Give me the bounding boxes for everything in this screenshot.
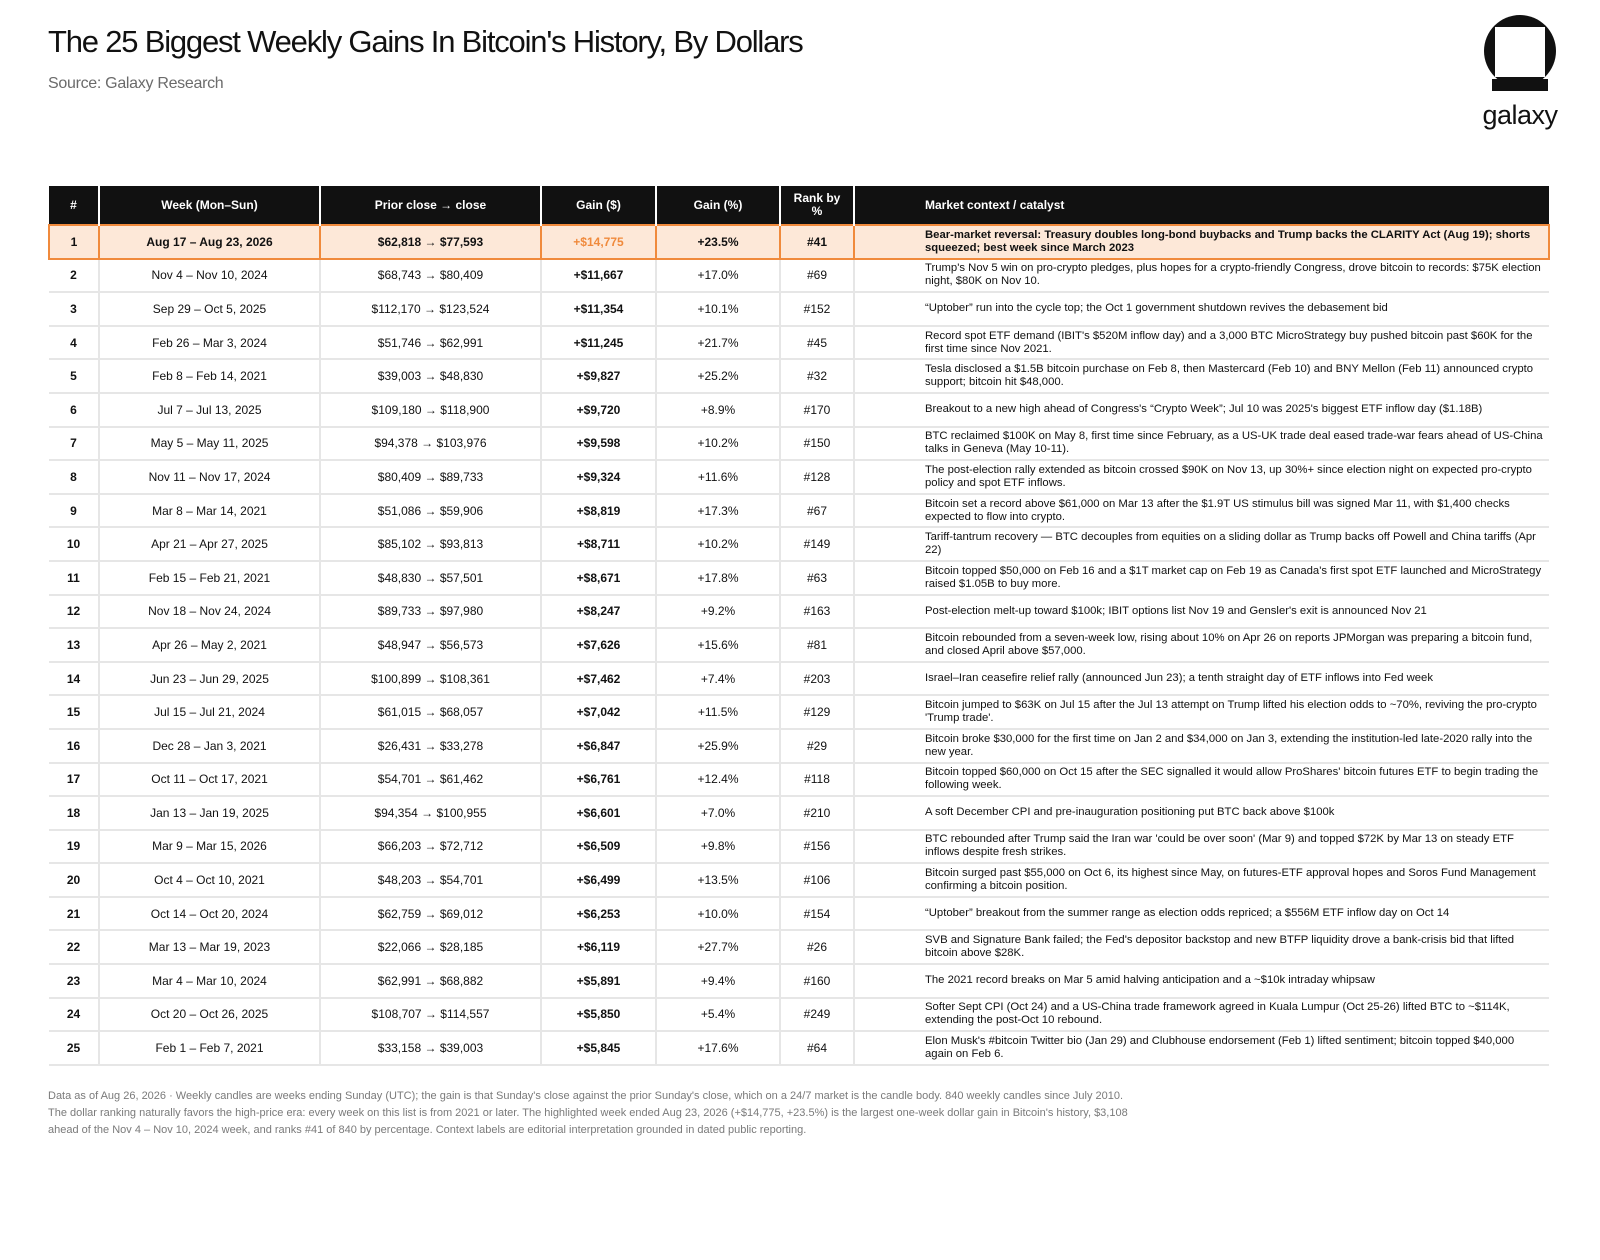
cell-rank: 14: [49, 662, 99, 696]
cell-closes: $85,102 → $93,813: [320, 527, 541, 561]
cell-gain: +$6,119: [541, 930, 656, 964]
cell-gain: +$9,720: [541, 393, 656, 427]
logo-wordmark: galaxy: [1482, 100, 1558, 130]
cell-gain: +$9,827: [541, 359, 656, 393]
cell-context: BTC reclaimed $100K on May 8, first time since February, as a US-UK trade deal eased trade-war fears ahead of US-China talks in Geneva (May 10-11).: [854, 427, 1549, 461]
table-row: [49, 763, 1549, 797]
cell-week: Aug 17 – Aug 23, 2026: [99, 225, 320, 259]
cell-rank: 17: [49, 763, 99, 797]
cell-pct: +25.9%: [656, 729, 780, 763]
cell-context: Bear-market reversal: Treasury doubles long-bond buybacks and Trump backs the CLARITY Act (Aug 19); shorts squeezed; best week since March 2023: [854, 225, 1549, 259]
cell-context: Bitcoin surged past $55,000 on Oct 6, its highest since May, on futures-ETF approval hopes and Soros Fund Management confirming a bitcoin position.: [854, 863, 1549, 897]
cell-context: BTC rebounded after Trump said the Iran war 'could be over soon' (Mar 9) and topped $72K by Mar 13 on steady ETF inflows despite fresh strikes.: [854, 830, 1549, 864]
cell-pct: +11.6%: [656, 460, 780, 494]
cell-week: Oct 20 – Oct 26, 2025: [99, 998, 320, 1032]
cell-week: Mar 9 – Mar 15, 2026: [99, 830, 320, 864]
table-row: [49, 460, 1549, 494]
cell-week: Nov 18 – Nov 24, 2024: [99, 595, 320, 629]
cell-rank-pct: #118: [780, 763, 854, 797]
cell-rank: 19: [49, 830, 99, 864]
cell-pct: +15.6%: [656, 628, 780, 662]
table-row: [49, 830, 1549, 864]
cell-week: Mar 4 – Mar 10, 2024: [99, 964, 320, 998]
cell-context: Elon Musk's #bitcoin Twitter bio (Jan 29) and Clubhouse endorsement (Feb 1) lifted sentiment; bitcoin topped $40,000 again on Feb 6.: [854, 1031, 1549, 1065]
cell-closes: $54,701 → $61,462: [320, 763, 541, 797]
cell-week: Feb 26 – Mar 3, 2024: [99, 326, 320, 360]
col-header-rank-by-percent: Rank by %: [780, 186, 854, 225]
cell-rank: 10: [49, 527, 99, 561]
cell-rank-pct: #128: [780, 460, 854, 494]
cell-gain: +$6,509: [541, 830, 656, 864]
cell-gain: +$7,626: [541, 628, 656, 662]
source-line: Source: Galaxy Research: [48, 75, 224, 92]
cell-rank-pct: #45: [780, 326, 854, 360]
table-row: [49, 494, 1549, 528]
cell-closes: $112,170 → $123,524: [320, 292, 541, 326]
table-row: [49, 930, 1549, 964]
cell-rank: 5: [49, 359, 99, 393]
cell-closes: $100,899 → $108,361: [320, 662, 541, 696]
cell-pct: +13.5%: [656, 863, 780, 897]
cell-pct: +23.5%: [656, 225, 780, 259]
cell-gain: +$5,891: [541, 964, 656, 998]
cell-gain: +$7,462: [541, 662, 656, 696]
cell-rank-pct: #163: [780, 595, 854, 629]
cell-gain: +$5,845: [541, 1031, 656, 1065]
cell-closes: $48,203 → $54,701: [320, 863, 541, 897]
cell-rank: 7: [49, 427, 99, 461]
cell-week: Feb 1 – Feb 7, 2021: [99, 1031, 320, 1065]
table-row: [49, 796, 1549, 830]
cell-pct: +21.7%: [656, 326, 780, 360]
cell-pct: +10.2%: [656, 527, 780, 561]
cell-week: Jul 15 – Jul 21, 2024: [99, 695, 320, 729]
cell-rank-pct: #69: [780, 259, 854, 293]
cell-context: Bitcoin jumped to $63K on Jul 15 after the Jul 13 attempt on Trump lifted his election odds to ~70%, reviving the pro-crypto 'Trump trade'.: [854, 695, 1549, 729]
cell-rank: 11: [49, 561, 99, 595]
cell-rank: 25: [49, 1031, 99, 1065]
cell-week: Feb 8 – Feb 14, 2021: [99, 359, 320, 393]
cell-closes: $62,759 → $69,012: [320, 897, 541, 931]
table-row: [49, 863, 1549, 897]
galaxy-logo-icon: [1480, 13, 1560, 93]
cell-gain: +$11,354: [541, 292, 656, 326]
table-row: [49, 897, 1549, 931]
table-row: [49, 595, 1549, 629]
cell-closes: $51,746 → $62,991: [320, 326, 541, 360]
col-header-rank: #: [49, 186, 99, 225]
col-header-gain-percent: Gain (%): [656, 186, 780, 225]
cell-rank: 6: [49, 393, 99, 427]
cell-pct: +9.8%: [656, 830, 780, 864]
table-row: [49, 561, 1549, 595]
cell-rank: 8: [49, 460, 99, 494]
cell-pct: +11.5%: [656, 695, 780, 729]
table-row: [49, 998, 1549, 1032]
cell-week: Mar 13 – Mar 19, 2023: [99, 930, 320, 964]
cell-rank: 20: [49, 863, 99, 897]
cell-week: Mar 8 – Mar 14, 2021: [99, 494, 320, 528]
cell-gain: +$14,775: [541, 225, 656, 259]
cell-gain: +$11,667: [541, 259, 656, 293]
cell-pct: +10.2%: [656, 427, 780, 461]
cell-closes: $108,707 → $114,557: [320, 998, 541, 1032]
cell-closes: $62,991 → $68,882: [320, 964, 541, 998]
cell-context: The 2021 record breaks on Mar 5 amid halving anticipation and a ~$10k intraday whipsaw: [854, 964, 1549, 998]
cell-rank: 16: [49, 729, 99, 763]
cell-rank: 24: [49, 998, 99, 1032]
cell-rank-pct: #156: [780, 830, 854, 864]
cell-context: Bitcoin topped $50,000 on Feb 16 and a $1T market cap on Feb 19 as Canada's first spot ETF launched and MicroStrategy raised $1.05B to buy more.: [854, 561, 1549, 595]
cell-pct: +27.7%: [656, 930, 780, 964]
cell-rank-pct: #249: [780, 998, 854, 1032]
cell-week: Jun 23 – Jun 29, 2025: [99, 662, 320, 696]
cell-rank-pct: #81: [780, 628, 854, 662]
cell-week: Jul 7 – Jul 13, 2025: [99, 393, 320, 427]
cell-rank: 18: [49, 796, 99, 830]
cell-context: SVB and Signature Bank failed; the Fed's depositor backstop and new BTFP liquidity drove a bank-crisis bid that lifted bitcoin above $28K.: [854, 930, 1549, 964]
cell-rank: 9: [49, 494, 99, 528]
cell-week: Oct 4 – Oct 10, 2021: [99, 863, 320, 897]
cell-context: Trump's Nov 5 win on pro-crypto pledges, plus hopes for a crypto-friendly Congress, drove bitcoin to records: $75K election night, $80K on Nov 10.: [854, 259, 1549, 293]
table-row: [49, 964, 1549, 998]
cell-week: Sep 29 – Oct 5, 2025: [99, 292, 320, 326]
cell-closes: $62,818 → $77,593: [320, 225, 541, 259]
cell-context: Bitcoin broke $30,000 for the first time on Jan 2 and $34,000 on Jan 3, extending the institution-led late-2020 rally into the new year.: [854, 729, 1549, 763]
cell-context: Bitcoin set a record above $61,000 on Mar 13 after the $1.9T US stimulus bill was signed Mar 11, with $1,400 checks expected to flow into crypto.: [854, 494, 1549, 528]
cell-rank: 3: [49, 292, 99, 326]
cell-week: Apr 21 – Apr 27, 2025: [99, 527, 320, 561]
cell-rank: 23: [49, 964, 99, 998]
cell-rank-pct: #32: [780, 359, 854, 393]
cell-context: Bitcoin topped $60,000 on Oct 15 after the SEC signalled it would allow ProShares' bitcoin futures ETF to begin trading the following week.: [854, 763, 1549, 797]
table-row: [49, 326, 1549, 360]
cell-closes: $68,743 → $80,409: [320, 259, 541, 293]
gains-table: [48, 186, 1550, 1066]
cell-week: Nov 4 – Nov 10, 2024: [99, 259, 320, 293]
cell-closes: $61,015 → $68,057: [320, 695, 541, 729]
cell-rank-pct: #152: [780, 292, 854, 326]
cell-context: Tariff-tantrum recovery — BTC decouples from equities on a sliding dollar as Trump backs off Powell and China tariffs (Apr 22): [854, 527, 1549, 561]
cell-rank-pct: #41: [780, 225, 854, 259]
cell-pct: +17.3%: [656, 494, 780, 528]
table-header-row: [49, 186, 1549, 225]
cell-gain: +$6,499: [541, 863, 656, 897]
cell-closes: $48,830 → $57,501: [320, 561, 541, 595]
cell-gain: +$6,253: [541, 897, 656, 931]
cell-closes: $39,003 → $48,830: [320, 359, 541, 393]
cell-week: Apr 26 – May 2, 2021: [99, 628, 320, 662]
cell-rank-pct: #63: [780, 561, 854, 595]
cell-gain: +$6,761: [541, 763, 656, 797]
cell-rank: 4: [49, 326, 99, 360]
cell-rank-pct: #149: [780, 527, 854, 561]
cell-context: Bitcoin rebounded from a seven-week low, rising about 10% on Apr 26 on reports JPMorgan was preparing a bitcoin fund, and closed April above $57,000.: [854, 628, 1549, 662]
cell-rank: 22: [49, 930, 99, 964]
cell-rank-pct: #106: [780, 863, 854, 897]
cell-week: Oct 11 – Oct 17, 2021: [99, 763, 320, 797]
cell-rank-pct: #29: [780, 729, 854, 763]
cell-rank-pct: #210: [780, 796, 854, 830]
cell-closes: $48,947 → $56,573: [320, 628, 541, 662]
cell-closes: $33,158 → $39,003: [320, 1031, 541, 1065]
table-row: [49, 427, 1549, 461]
cell-rank: 1: [49, 225, 99, 259]
cell-week: Feb 15 – Feb 21, 2021: [99, 561, 320, 595]
cell-closes: $94,354 → $100,955: [320, 796, 541, 830]
cell-context: “Uptober” breakout from the summer range as election odds repriced; a $556M ETF inflow day on Oct 14: [854, 897, 1549, 931]
table-row: [49, 729, 1549, 763]
cell-week: May 5 – May 11, 2025: [99, 427, 320, 461]
cell-week: Oct 14 – Oct 20, 2024: [99, 897, 320, 931]
cell-rank: 13: [49, 628, 99, 662]
cell-gain: +$8,819: [541, 494, 656, 528]
cell-rank-pct: #170: [780, 393, 854, 427]
cell-context: Post-election melt-up toward $100k; IBIT options list Nov 19 and Gensler's exit is announced Nov 21: [854, 595, 1549, 629]
table-row: [49, 292, 1549, 326]
table-row: [49, 225, 1549, 259]
cell-context: A soft December CPI and pre-inauguration positioning put BTC back above $100k: [854, 796, 1549, 830]
table-row: [49, 1031, 1549, 1065]
cell-pct: +10.1%: [656, 292, 780, 326]
cell-closes: $89,733 → $97,980: [320, 595, 541, 629]
table-row: [49, 662, 1549, 696]
cell-gain: +$6,601: [541, 796, 656, 830]
cell-closes: $51,086 → $59,906: [320, 494, 541, 528]
cell-pct: +8.9%: [656, 393, 780, 427]
cell-rank: 21: [49, 897, 99, 931]
cell-rank-pct: #160: [780, 964, 854, 998]
col-header-gain-dollars: Gain ($): [541, 186, 656, 225]
cell-closes: $66,203 → $72,712: [320, 830, 541, 864]
cell-context: The post-election rally extended as bitcoin crossed $90K on Nov 13, up 30%+ since election night on expected pro-crypto policy and spot ETF inflows.: [854, 460, 1549, 494]
cell-week: Jan 13 – Jan 19, 2025: [99, 796, 320, 830]
cell-pct: +9.2%: [656, 595, 780, 629]
cell-rank-pct: #154: [780, 897, 854, 931]
cell-context: “Uptober” run into the cycle top; the Oct 1 government shutdown revives the debasement bid: [854, 292, 1549, 326]
cell-gain: +$11,245: [541, 326, 656, 360]
cell-gain: +$7,042: [541, 695, 656, 729]
cell-rank: 2: [49, 259, 99, 293]
table-row: [49, 695, 1549, 729]
cell-rank-pct: #129: [780, 695, 854, 729]
cell-rank-pct: #150: [780, 427, 854, 461]
col-header-closes: Prior close → close: [320, 186, 541, 225]
cell-closes: $26,431 → $33,278: [320, 729, 541, 763]
cell-pct: +17.0%: [656, 259, 780, 293]
cell-closes: $22,066 → $28,185: [320, 930, 541, 964]
footnote: Data as of Aug 26, 2026 · Weekly candles are weeks ending Sunday (UTC); the gain is that Sunday's close against the prior Sunday's close, which on a 24/7 market is the candle body. 840 weekly candles since July 2010. The dollar ranking naturally favors the high-price era: every week on this list is from 2021 or later. The highlighted week ended Aug 23, 2026 (+$14,775, +23.5%) is the largest one-week dollar gain in Bitcoin's history, $3,108 ahead of the Nov 4 – Nov 10, 2024 week, and ranks #41 of 840 by percentage. Context labels are editorial interpretation grounded in dated public reporting.: [48, 1090, 1128, 1136]
table-row: [49, 628, 1549, 662]
cell-context: Tesla disclosed a $1.5B bitcoin purchase on Feb 8, then Mastercard (Feb 10) and BNY Mellon (Feb 11) announced crypto support; bitcoin hit $48,000.: [854, 359, 1549, 393]
cell-context: Israel–Iran ceasefire relief rally (announced Jun 23); a tenth straight day of ETF inflows into Fed week: [854, 662, 1549, 696]
cell-gain: +$8,247: [541, 595, 656, 629]
cell-gain: +$9,598: [541, 427, 656, 461]
cell-pct: +9.4%: [656, 964, 780, 998]
cell-context: Softer Sept CPI (Oct 24) and a US-China trade framework agreed in Kuala Lumpur (Oct 25-26) lifted BTC to ~$114K, extending the post-Oct 10 rebound.: [854, 998, 1549, 1032]
cell-pct: +7.0%: [656, 796, 780, 830]
cell-rank-pct: #67: [780, 494, 854, 528]
table-row: [49, 393, 1549, 427]
cell-rank: 15: [49, 695, 99, 729]
cell-pct: +12.4%: [656, 763, 780, 797]
col-header-context: Market context / catalyst: [854, 186, 1549, 225]
cell-rank-pct: #203: [780, 662, 854, 696]
cell-pct: +7.4%: [656, 662, 780, 696]
cell-rank-pct: #26: [780, 930, 854, 964]
cell-pct: +17.8%: [656, 561, 780, 595]
cell-closes: $109,180 → $118,900: [320, 393, 541, 427]
col-header-week: Week (Mon–Sun): [99, 186, 320, 225]
cell-pct: +25.2%: [656, 359, 780, 393]
cell-rank-pct: #64: [780, 1031, 854, 1065]
cell-week: Dec 28 – Jan 3, 2021: [99, 729, 320, 763]
cell-context: Breakout to a new high ahead of Congress's “Crypto Week”; Jul 10 was 2025's biggest ETF inflow day ($1.18B): [854, 393, 1549, 427]
cell-context: Record spot ETF demand (IBIT's $520M inflow day) and a 3,000 BTC MicroStrategy buy pushed bitcoin past $60K for the first time since Nov 2021.: [854, 326, 1549, 360]
table-row: [49, 359, 1549, 393]
cell-gain: +$6,847: [541, 729, 656, 763]
cell-closes: $94,378 → $103,976: [320, 427, 541, 461]
cell-gain: +$5,850: [541, 998, 656, 1032]
page-title: The 25 Biggest Weekly Gains In Bitcoin's History, By Dollars: [48, 24, 803, 59]
table-row: [49, 527, 1549, 561]
cell-pct: +5.4%: [656, 998, 780, 1032]
cell-gain: +$8,671: [541, 561, 656, 595]
table-row: [49, 259, 1549, 293]
cell-gain: +$8,711: [541, 527, 656, 561]
cell-pct: +10.0%: [656, 897, 780, 931]
cell-pct: +17.6%: [656, 1031, 780, 1065]
cell-rank: 12: [49, 595, 99, 629]
cell-week: Nov 11 – Nov 17, 2024: [99, 460, 320, 494]
galaxy-logo: [1460, 8, 1580, 138]
cell-gain: +$9,324: [541, 460, 656, 494]
cell-closes: $80,409 → $89,733: [320, 460, 541, 494]
